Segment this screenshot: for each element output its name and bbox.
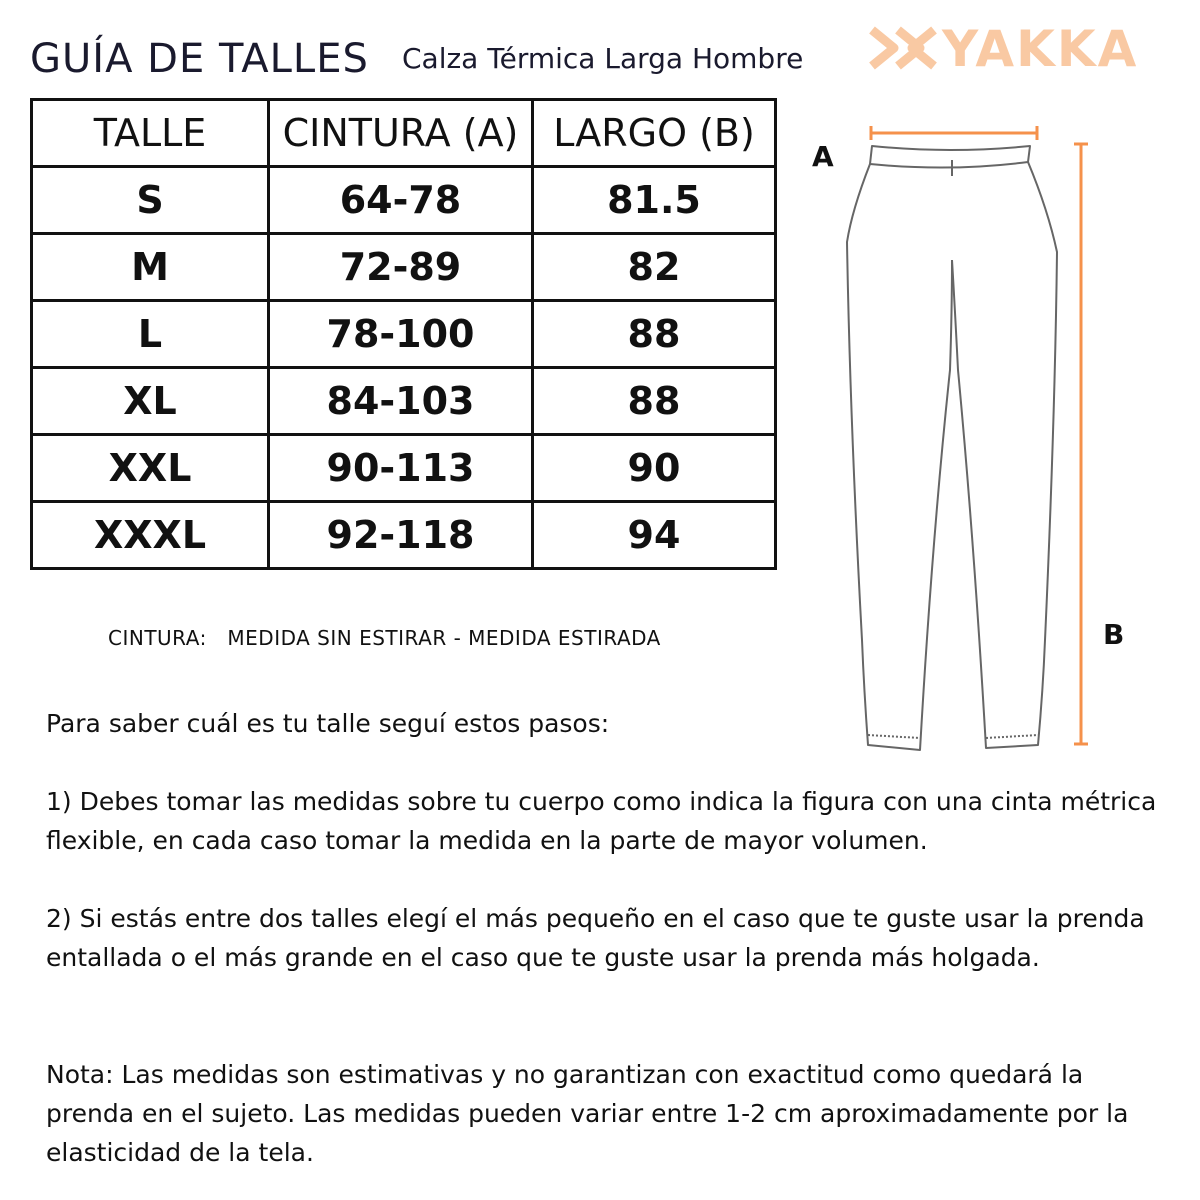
brand-logo: [868, 20, 1168, 78]
length-measure-line: [1074, 144, 1088, 744]
leggings-diagram: [800, 120, 1160, 780]
cell-largo: 90: [533, 435, 776, 502]
cell-talle: XL: [32, 368, 269, 435]
table-header-row: [32, 100, 776, 167]
cell-talle: XXL: [32, 435, 269, 502]
logo-wordmark: YAKKA: [942, 20, 1139, 78]
cell-talle: L: [32, 301, 269, 368]
cell-largo: 82: [533, 234, 776, 301]
measure-label-b: B: [1103, 618, 1125, 651]
table-row: [32, 234, 776, 301]
cell-cintura: 72-89: [269, 234, 533, 301]
header-talle: TALLE: [32, 100, 269, 167]
cell-cintura: 92-118: [269, 502, 533, 569]
logo-x-icon: [868, 24, 938, 72]
cell-cintura: 90-113: [269, 435, 533, 502]
table-row: [32, 435, 776, 502]
product-subtitle: Calza Térmica Larga Hombre: [402, 42, 804, 75]
leggings-outline: [847, 146, 1057, 750]
size-table: [30, 98, 777, 570]
cell-largo: 81.5: [533, 167, 776, 234]
cell-talle: XXXL: [32, 502, 269, 569]
cell-cintura: 84-103: [269, 368, 533, 435]
table-row: [32, 301, 776, 368]
cell-largo: 88: [533, 301, 776, 368]
instructions-step-2: 2) Si estás entre dos talles elegí el más pequeño en el caso que te guste usar la prenda entallada o el más grande en el caso que te guste usar la prenda más holgada.: [46, 904, 1145, 972]
cell-largo: 88: [533, 368, 776, 435]
header-largo: LARGO (B): [533, 100, 776, 167]
cell-talle: M: [32, 234, 269, 301]
cell-largo: 94: [533, 502, 776, 569]
leggings-icon: [800, 120, 1160, 780]
cell-cintura: 78-100: [269, 301, 533, 368]
waist-legend: CINTURA: MEDIDA SIN ESTIRAR - MEDIDA ESTIRADA: [108, 626, 661, 650]
instructions-step-1: 1) Debes tomar las medidas sobre tu cuerpo como indica la figura con una cinta métrica flexible, en cada caso tomar la medida en la parte de mayor volumen.: [46, 787, 1157, 855]
table-row: [32, 502, 776, 569]
cell-talle: S: [32, 167, 269, 234]
waist-measure-line: [871, 126, 1037, 140]
page-title: GUÍA DE TALLES: [30, 36, 369, 82]
table-row: [32, 167, 776, 234]
instructions-intro: Para saber cuál es tu talle seguí estos pasos:: [46, 709, 610, 738]
disclaimer-note: Nota: Las medidas son estimativas y no garantizan con exactitud como quedará la prenda en el sujeto. Las medidas pueden variar entre 1-2 cm aproximadamente por la elasticidad de la tela.: [46, 1060, 1129, 1167]
table-row: [32, 368, 776, 435]
cell-cintura: 64-78: [269, 167, 533, 234]
header-cintura: CINTURA (A): [269, 100, 533, 167]
measure-label-a: A: [812, 140, 834, 173]
